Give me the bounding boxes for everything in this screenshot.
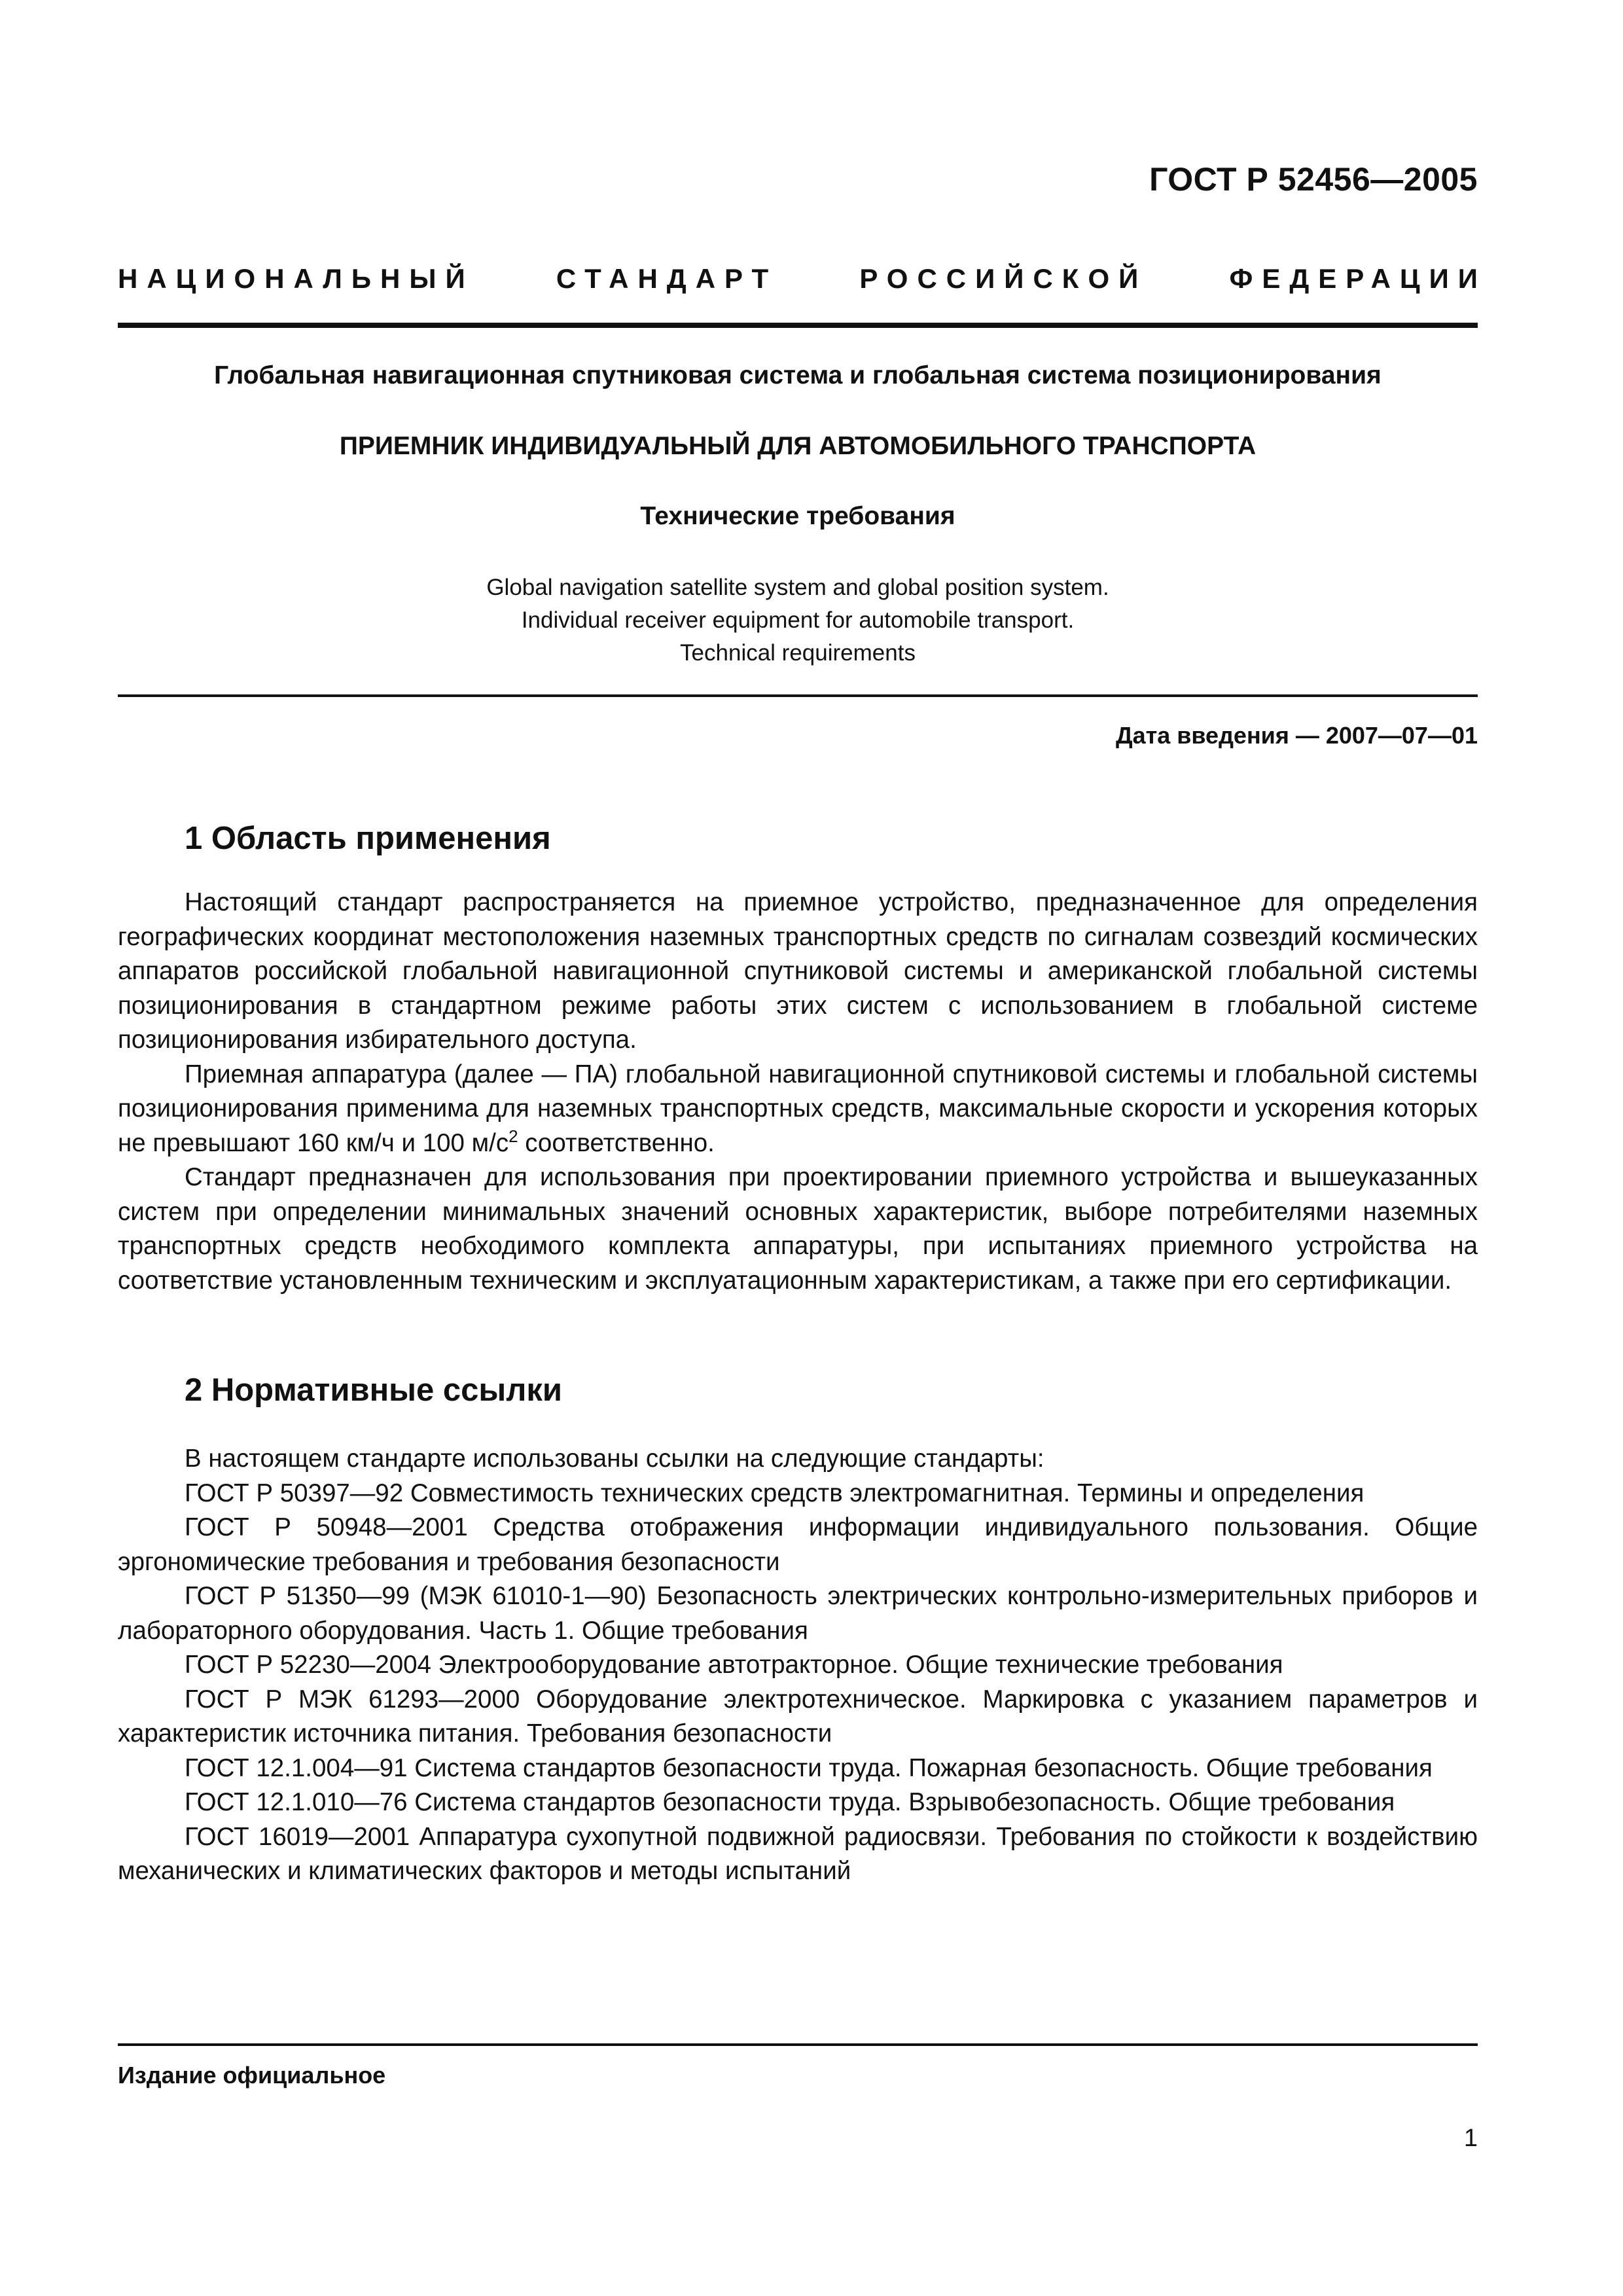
official-edition-label: Издание официальное [118,2062,386,2089]
banner-word: СТАНДАРТ [556,263,778,294]
paragraph: В настоящем стандарте использованы ссылки на следующие стандарты: [185,1444,1044,1473]
reference-item: ГОСТ Р 51350—99 (МЭК 61010-1—90) Безопасность электрических контрольно-измерительных приборов и лабораторного оборудования. Часть 1. Общие требования [118,1582,1478,1645]
paragraph-text: Приемная аппаратура (далее — ПА) глобальной навигационной спутниковой системы и глобальной системы позиционирования применима для наземных транспортных средств, максимальные скорости и ускорения которых не превышают 160 км/ч и 100 м/с [118,1060,1478,1157]
superscript: 2 [508,1126,518,1146]
reference-item: ГОСТ Р 50397—92 Совместимость технических средств электромагнитная. Термины и определения [185,1479,1364,1507]
paragraph-text: соответственно. [518,1128,715,1157]
banner-word: НАЦИОНАЛЬНЫЙ [118,263,474,294]
reference-item: ГОСТ 12.1.004—91 Система стандартов безопасности труда. Пожарная безопасность. Общие требования [185,1753,1433,1782]
english-title [118,571,1478,670]
product-title: ПРИЕМНИК ИНДИВИДУАЛЬНЫЙ ДЛЯ АВТОМОБИЛЬНОГО ТРАНСПОРТА [339,432,1257,460]
header-divider [118,323,1478,328]
document-subtitle: Технические требования [640,502,955,530]
reference-item: ГОСТ Р МЭК 61293—2000 Оборудование электротехническое. Маркировка с указанием параметров и характеристик источника питания. Требования безопасности [118,1685,1478,1748]
reference-item: ГОСТ 16019—2001 Аппаратура сухопутной подвижной радиосвязи. Требования по стойкости к воздействию механических и климатических факторов и методы испытаний [118,1822,1478,1885]
introduction-date: Дата введения — 2007—07—01 [1115,722,1478,749]
section-2-body [118,1442,1478,1889]
reference-item: ГОСТ 12.1.010—76 Система стандартов безопасности труда. Взрывобезопасность. Общие требования [185,1788,1395,1816]
banner-word: РОССИЙСКОЙ [859,263,1148,294]
section-1-body [118,886,1478,1298]
paragraph: Настоящий стандарт распространяется на приемное устройство, предназначенное для определения географических координат местоположения наземных транспортных средств по сигналам созвездий космических аппаратов российской глобальной навигационной спутниковой системы и американской глобальной системы позиционирования в стандартном режиме работы этих систем с использованием в глобальной системе позиционирования избирательного доступа. [118,888,1478,1054]
section-2-heading: 2 Нормативные ссылки [185,1372,562,1408]
paragraph: Стандарт предназначен для использования при проектировании приемного устройства и вышеуказанных систем при определении минимальных значений основных характеристик, выборе потребителями наземных транспортных средств необходимого комплекта аппаратуры, при испытаниях приемного устройства на соответствие установленным техническим и эксплуатационным характеристикам, а также при его сертификации. [118,1163,1478,1295]
document-code: ГОСТ Р 52456—2005 [1149,161,1478,198]
english-title-line: Individual receiver equipment for automobile transport. [521,607,1075,633]
system-title: Глобальная навигационная спутниковая система и глобальная система позиционирования [214,361,1382,389]
national-standard-banner [118,263,1487,295]
paragraph [118,1058,1478,1161]
banner-word: ФЕДЕРАЦИИ [1229,263,1487,294]
footer-divider [118,2043,1478,2046]
reference-item: ГОСТ Р 52230—2004 Электрооборудование автотракторное. Общие технические требования [185,1651,1283,1679]
english-title-line: Global navigation satellite system and global position system. [486,575,1109,600]
section-1-heading: 1 Область применения [185,821,551,856]
page-number: 1 [1463,2125,1478,2152]
english-title-line: Technical requirements [680,640,916,666]
reference-item: ГОСТ Р 50948—2001 Средства отображения информации индивидуального пользования. Общие эргономические требования и требования безопасности [118,1513,1478,1576]
title-divider [118,694,1478,697]
